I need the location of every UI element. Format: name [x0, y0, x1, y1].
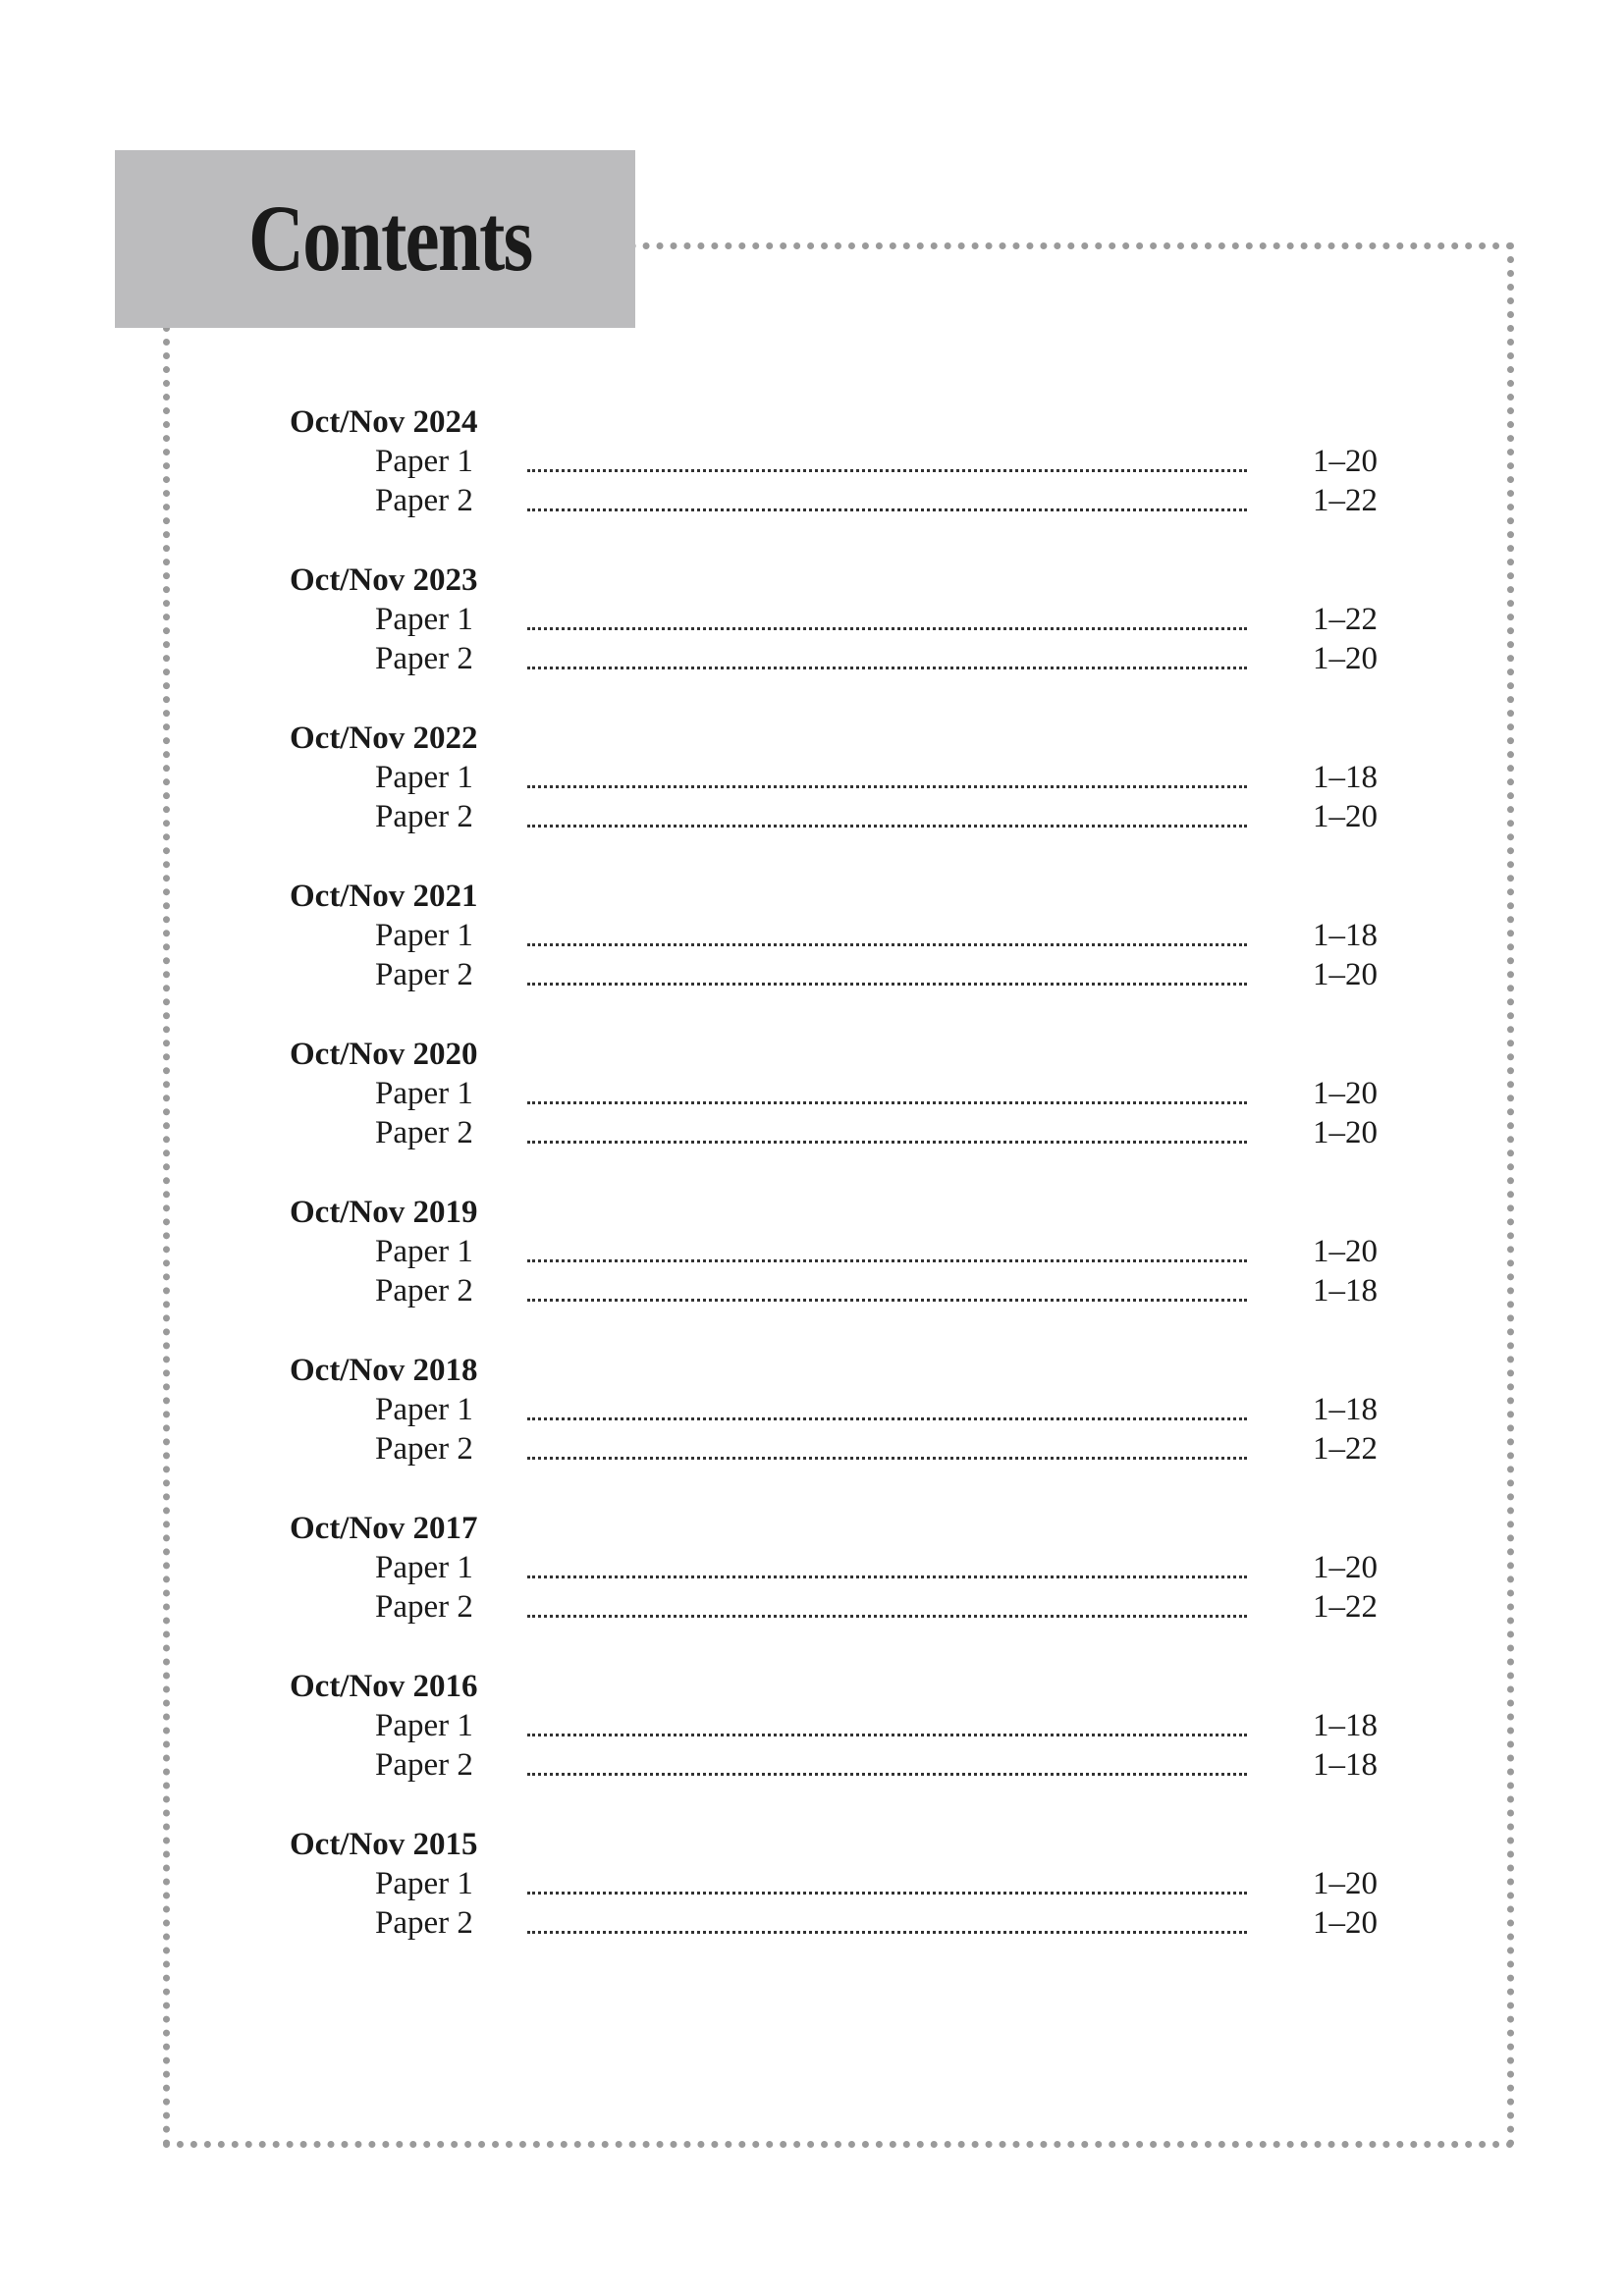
toc-entry[interactable] [290, 1587, 1389, 1627]
entry-pages: 1–20 [1313, 641, 1378, 676]
entry-pages: 1–20 [1313, 1550, 1378, 1585]
section-heading: Oct/Nov 2021 [290, 879, 478, 914]
entry-label: Paper 1 [375, 1708, 473, 1743]
dot-leader [527, 1615, 1247, 1618]
entry-pages: 1–20 [1313, 1234, 1378, 1269]
dot-leader [527, 469, 1247, 472]
entry-label: Paper 1 [375, 1866, 473, 1901]
toc-entry[interactable] [290, 639, 1389, 678]
dot-leader [527, 1575, 1247, 1578]
dot-leader [527, 785, 1247, 788]
section-heading: Oct/Nov 2016 [290, 1669, 478, 1704]
entry-label: Paper 1 [375, 1550, 473, 1585]
entry-label: Paper 1 [375, 760, 473, 795]
toc-entry[interactable] [290, 1903, 1389, 1943]
toc-entry[interactable] [290, 1074, 1389, 1113]
toc-section [290, 561, 1389, 678]
entry-pages: 1–18 [1313, 1747, 1378, 1783]
toc-entry[interactable] [290, 797, 1389, 836]
toc-section [290, 402, 1389, 520]
entry-pages: 1–18 [1313, 1273, 1378, 1308]
dot-leader [527, 508, 1247, 511]
toc-entry[interactable] [290, 758, 1389, 797]
toc-entry[interactable] [290, 1429, 1389, 1468]
entry-label: Paper 1 [375, 1076, 473, 1111]
toc-entry[interactable] [290, 600, 1389, 639]
toc-section [290, 1193, 1389, 1310]
toc-entry[interactable] [290, 442, 1389, 481]
entry-pages: 1–20 [1313, 1905, 1378, 1941]
entry-label: Paper 2 [375, 1589, 473, 1625]
section-heading: Oct/Nov 2022 [290, 721, 478, 756]
page-title: Contents [248, 186, 532, 291]
dot-leader [527, 1141, 1247, 1144]
entry-pages: 1–18 [1313, 760, 1378, 795]
entry-pages: 1–20 [1313, 1076, 1378, 1111]
entry-label: Paper 1 [375, 918, 473, 953]
toc-entry[interactable] [290, 1745, 1389, 1785]
dot-leader [527, 1259, 1247, 1262]
entry-label: Paper 2 [375, 957, 473, 992]
entry-label: Paper 2 [375, 1115, 473, 1150]
entry-pages: 1–20 [1313, 1115, 1378, 1150]
entry-label: Paper 2 [375, 1905, 473, 1941]
entry-pages: 1–18 [1313, 1392, 1378, 1427]
entry-pages: 1–22 [1313, 483, 1378, 518]
toc-section [290, 1509, 1389, 1627]
dot-leader [527, 1417, 1247, 1420]
toc-section [290, 1667, 1389, 1785]
dot-leader [527, 1457, 1247, 1460]
table-of-contents [290, 402, 1389, 1983]
entry-pages: 1–18 [1313, 918, 1378, 953]
toc-entry[interactable] [290, 1390, 1389, 1429]
toc-entry[interactable] [290, 1706, 1389, 1745]
entry-label: Paper 2 [375, 1431, 473, 1467]
entry-label: Paper 2 [375, 799, 473, 834]
dot-leader [527, 1931, 1247, 1934]
dot-leader [527, 1892, 1247, 1895]
entry-pages: 1–18 [1313, 1708, 1378, 1743]
entry-label: Paper 1 [375, 602, 473, 637]
dot-leader [527, 627, 1247, 630]
dot-leader [527, 1734, 1247, 1736]
toc-section [290, 877, 1389, 994]
dot-leader [527, 825, 1247, 828]
entry-label: Paper 2 [375, 641, 473, 676]
entry-label: Paper 2 [375, 483, 473, 518]
dot-leader [527, 1101, 1247, 1104]
dot-leader [527, 667, 1247, 669]
toc-section [290, 1035, 1389, 1152]
toc-entry[interactable] [290, 1232, 1389, 1271]
toc-section [290, 1351, 1389, 1468]
toc-section [290, 719, 1389, 836]
entry-pages: 1–22 [1313, 1589, 1378, 1625]
section-heading: Oct/Nov 2020 [290, 1037, 478, 1072]
entry-pages: 1–20 [1313, 1866, 1378, 1901]
section-heading: Oct/Nov 2023 [290, 562, 478, 598]
toc-entry[interactable] [290, 1113, 1389, 1152]
entry-pages: 1–20 [1313, 799, 1378, 834]
toc-section [290, 1825, 1389, 1943]
entry-pages: 1–20 [1313, 444, 1378, 479]
section-heading: Oct/Nov 2019 [290, 1195, 478, 1230]
entry-label: Paper 2 [375, 1747, 473, 1783]
section-heading: Oct/Nov 2018 [290, 1353, 478, 1388]
dot-leader [527, 1299, 1247, 1302]
section-heading: Oct/Nov 2015 [290, 1827, 478, 1862]
entry-label: Paper 1 [375, 1392, 473, 1427]
section-heading: Oct/Nov 2017 [290, 1511, 478, 1546]
toc-entry[interactable] [290, 1864, 1389, 1903]
dot-leader [527, 983, 1247, 986]
entry-pages: 1–22 [1313, 1431, 1378, 1467]
dot-leader [527, 1773, 1247, 1776]
toc-entry[interactable] [290, 916, 1389, 955]
entry-label: Paper 1 [375, 444, 473, 479]
toc-entry[interactable] [290, 481, 1389, 520]
entry-label: Paper 2 [375, 1273, 473, 1308]
dot-leader [527, 943, 1247, 946]
entry-pages: 1–20 [1313, 957, 1378, 992]
entry-pages: 1–22 [1313, 602, 1378, 637]
toc-entry[interactable] [290, 1548, 1389, 1587]
section-heading: Oct/Nov 2024 [290, 404, 478, 440]
entry-label: Paper 1 [375, 1234, 473, 1269]
toc-entry[interactable] [290, 955, 1389, 994]
toc-entry[interactable] [290, 1271, 1389, 1310]
